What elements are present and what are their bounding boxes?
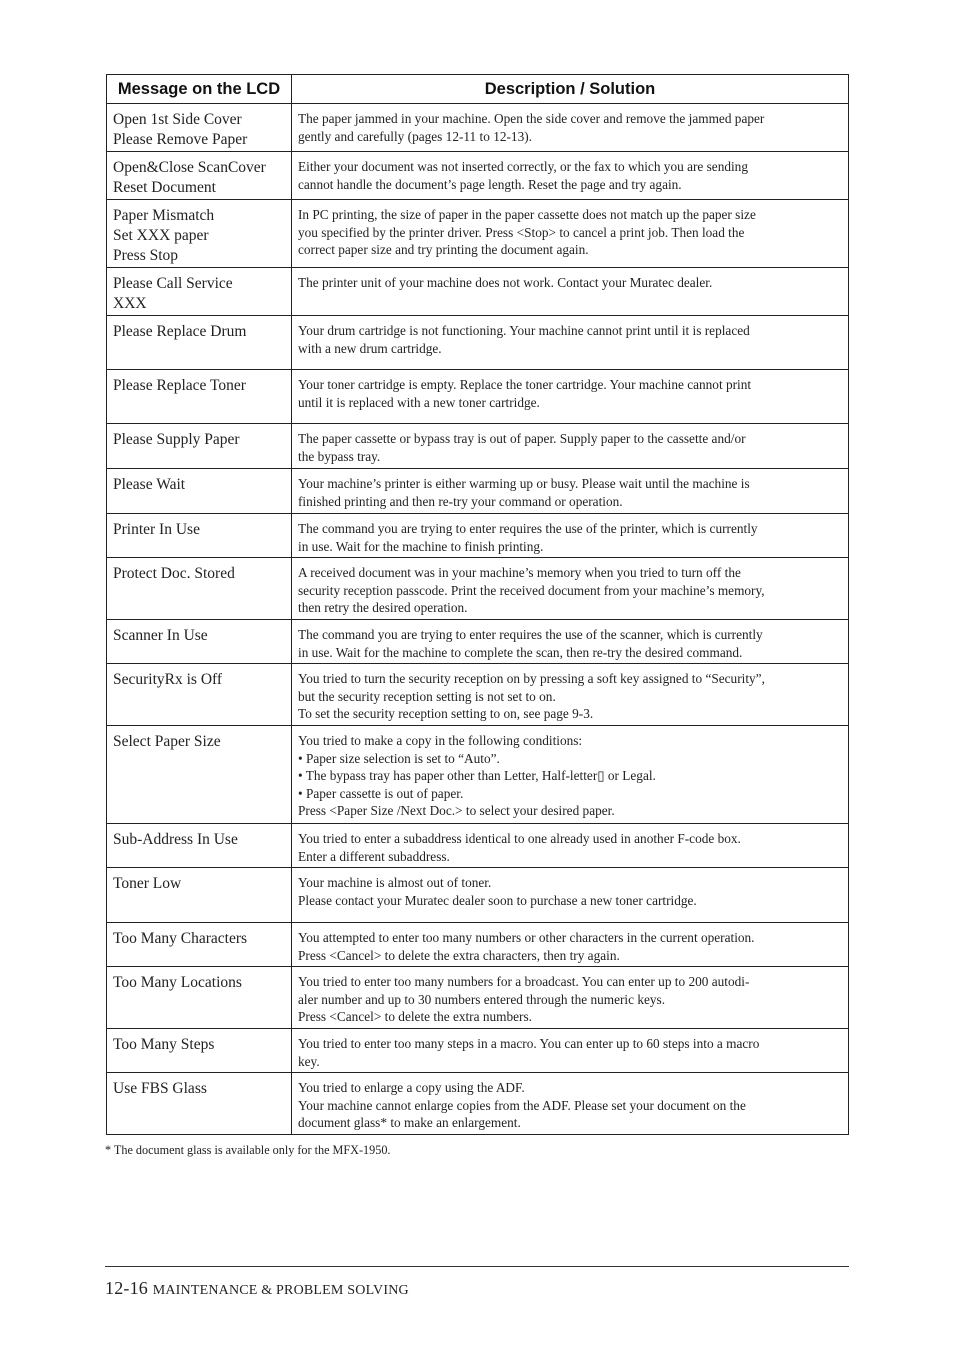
table-row (107, 316, 849, 370)
description-line: You tried to make a copy in the following conditions: (298, 733, 583, 748)
lcd-message-line: Please Supply Paper (113, 431, 240, 448)
lcd-message-line: Scanner In Use (113, 627, 208, 644)
column-header-message: Message on the LCD (107, 75, 292, 104)
description-cell (292, 967, 849, 1029)
column-header-description: Description / Solution (292, 75, 849, 104)
page-number: 12-16 (105, 1278, 148, 1298)
description-cell (292, 424, 849, 469)
table-row (107, 104, 849, 152)
description-cell (292, 558, 849, 620)
table-row (107, 1029, 849, 1073)
description-line: To set the security reception setting to on, see page 9-3. (298, 706, 594, 722)
description-line: Your toner cartridge is empty. Replace the toner cartridge. Your machine cannot print (298, 377, 752, 392)
lcd-message-cell (107, 370, 292, 424)
lcd-message-line: Paper Mismatch (113, 207, 215, 224)
description-line: gently and carefully (pages 12-11 to 12-13). (298, 128, 532, 144)
table-row (107, 868, 849, 923)
description-line: • Paper cassette is out of paper. (298, 785, 464, 801)
lcd-message-line: Protect Doc. Stored (113, 565, 235, 582)
description-line: the bypass tray. (298, 448, 381, 464)
table-row (107, 1073, 849, 1135)
table-body (107, 104, 849, 1135)
lcd-message-cell (107, 726, 292, 824)
lcd-message-cell (107, 268, 292, 316)
description-cell (292, 514, 849, 558)
table-row (107, 558, 849, 620)
description-line: you specified by the printer driver. Press <Stop> to cancel a print job. Then load the (298, 224, 745, 240)
description-line: The paper jammed in your machine. Open the side cover and remove the jammed paper (298, 111, 765, 126)
description-cell (292, 824, 849, 868)
description-line: Press <Cancel> to delete the extra characters, then try again. (298, 947, 620, 963)
description-line: but the security reception setting is not set to on. (298, 688, 556, 704)
description-cell (292, 316, 849, 370)
description-line: Either your document was not inserted correctly, or the fax to which you are sending (298, 159, 748, 174)
description-line: document glass* to make an enlargement. (298, 1115, 521, 1131)
lcd-message-line: Please Call Service (113, 275, 233, 292)
table-row (107, 268, 849, 316)
lcd-message-cell (107, 967, 292, 1029)
lcd-message-line: Reset Document (113, 179, 216, 196)
lcd-message-cell (107, 514, 292, 558)
lcd-message-cell (107, 620, 292, 664)
lcd-message-cell (107, 664, 292, 726)
footer-rule (105, 1266, 849, 1267)
description-cell (292, 923, 849, 967)
lcd-message-line: SecurityRx is Off (113, 671, 223, 688)
description-line: • Paper size selection is set to “Auto”. (298, 750, 500, 766)
lcd-message-line: Use FBS Glass (113, 1080, 207, 1097)
table-row (107, 923, 849, 967)
description-cell (292, 370, 849, 424)
description-line: The command you are trying to enter requires the use of the printer, which is currently (298, 521, 758, 536)
lcd-message-cell (107, 152, 292, 200)
lcd-message-line: Set XXX paper (113, 227, 209, 244)
lcd-message-cell (107, 824, 292, 868)
description-line: finished printing and then re-try your command or operation. (298, 493, 623, 509)
description-line: cannot handle the document’s page length. Reset the page and try again. (298, 176, 682, 192)
description-line: Your drum cartridge is not functioning. Your machine cannot print until it is replaced (298, 323, 750, 338)
lcd-message-cell (107, 558, 292, 620)
description-cell (292, 152, 849, 200)
description-line: You tried to enter too many numbers for a broadcast. You can enter up to 200 autodi- (298, 974, 750, 989)
lcd-message-cell (107, 868, 292, 923)
lcd-messages-table (106, 74, 849, 1135)
table-row (107, 620, 849, 664)
description-line: Press <Cancel> to delete the extra numbers. (298, 1009, 532, 1025)
description-line: You tried to enter too many steps in a macro. You can enter up to 60 steps into a macro (298, 1036, 760, 1051)
lcd-message-line: Please Replace Drum (113, 323, 247, 340)
description-line: with a new drum cartridge. (298, 340, 442, 356)
description-line: The command you are trying to enter requires the use of the scanner, which is currently (298, 627, 763, 642)
lcd-message-cell (107, 424, 292, 469)
description-line: Your machine cannot enlarge copies from the ADF. Please set your document on the (298, 1097, 746, 1113)
description-line: In PC printing, the size of paper in the paper cassette does not match up the paper size (298, 207, 756, 222)
table-row (107, 967, 849, 1029)
lcd-message-cell (107, 1029, 292, 1073)
lcd-message-line: Please Wait (113, 476, 186, 493)
lcd-message-line: Select Paper Size (113, 733, 221, 750)
lcd-message-line: Toner Low (113, 875, 182, 892)
description-line: Please contact your Muratec dealer soon to purchase a new toner cartridge. (298, 892, 697, 908)
table-row (107, 824, 849, 868)
description-cell (292, 620, 849, 664)
description-line: The printer unit of your machine does not work. Contact your Muratec dealer. (298, 275, 713, 290)
table-row (107, 200, 849, 268)
description-cell (292, 268, 849, 316)
description-cell (292, 868, 849, 923)
footnote: * The document glass is available only for the MFX-1950. (105, 1143, 391, 1157)
description-line: in use. Wait for the machine to complete the scan, then re-try the desired command. (298, 644, 743, 660)
lcd-message-line: Please Remove Paper (113, 131, 248, 148)
description-line: • The bypass tray has paper other than Letter, Half-letter▯ or Legal. (298, 768, 656, 784)
lcd-message-cell (107, 200, 292, 268)
description-line: Your machine’s printer is either warming up or busy. Please wait until the machine is (298, 476, 750, 491)
lcd-message-line: Open 1st Side Cover (113, 111, 242, 128)
lcd-message-line: Printer In Use (113, 521, 200, 538)
table-row (107, 726, 849, 824)
lcd-message-line: Press Stop (113, 247, 179, 264)
description-line: then retry the desired operation. (298, 600, 468, 616)
lcd-message-line: Open&Close ScanCover (113, 159, 266, 176)
description-cell (292, 664, 849, 726)
description-cell (292, 1073, 849, 1135)
table-row (107, 424, 849, 469)
table-row (107, 370, 849, 424)
description-line: Your machine is almost out of toner. (298, 875, 492, 890)
description-line: You tried to enter a subaddress identical to one already used in another F-code box. (298, 831, 741, 846)
lcd-message-cell (107, 1073, 292, 1135)
section-title: MAINTENANCE & PROBLEM SOLVING (152, 1283, 409, 1298)
table-row (107, 514, 849, 558)
description-line: You attempted to enter too many numbers or other characters in the current operation. (298, 930, 755, 945)
description-line: security reception passcode. Print the received document from your machine’s memory, (298, 582, 765, 598)
description-cell (292, 104, 849, 152)
lcd-message-cell (107, 923, 292, 967)
description-line: correct paper size and try printing the document again. (298, 242, 589, 258)
description-cell (292, 726, 849, 824)
description-line: Press <Paper Size /Next Doc.> to select your desired paper. (298, 803, 615, 819)
lcd-message-line: Too Many Steps (113, 1036, 215, 1053)
description-line: You tried to turn the security reception on by pressing a soft key assigned to “Security”, (298, 671, 765, 686)
table-row (107, 664, 849, 726)
table-row (107, 469, 849, 514)
lcd-message-line: Please Replace Toner (113, 377, 246, 394)
description-line: key. (298, 1053, 320, 1069)
description-line: in use. Wait for the machine to finish printing. (298, 538, 544, 554)
lcd-message-cell (107, 316, 292, 370)
table-row (107, 152, 849, 200)
description-cell (292, 200, 849, 268)
description-line: aler number and up to 30 numbers entered through the numeric keys. (298, 991, 666, 1007)
lcd-message-line: Too Many Characters (113, 930, 248, 947)
lcd-message-line: Too Many Locations (113, 974, 242, 991)
lcd-message-line: XXX (113, 295, 147, 312)
page-footer (105, 1278, 409, 1299)
description-line: The paper cassette or bypass tray is out of paper. Supply paper to the cassette and/or (298, 431, 746, 446)
lcd-message-cell (107, 104, 292, 152)
description-cell (292, 469, 849, 514)
description-line: You tried to enlarge a copy using the ADF. (298, 1080, 525, 1095)
lcd-message-cell (107, 469, 292, 514)
table-header-row (107, 75, 849, 104)
description-cell (292, 1029, 849, 1073)
lcd-message-line: Sub-Address In Use (113, 831, 238, 848)
description-line: Enter a different subaddress. (298, 848, 450, 864)
description-line: A received document was in your machine’s memory when you tried to turn off the (298, 565, 741, 580)
description-line: until it is replaced with a new toner cartridge. (298, 394, 540, 410)
